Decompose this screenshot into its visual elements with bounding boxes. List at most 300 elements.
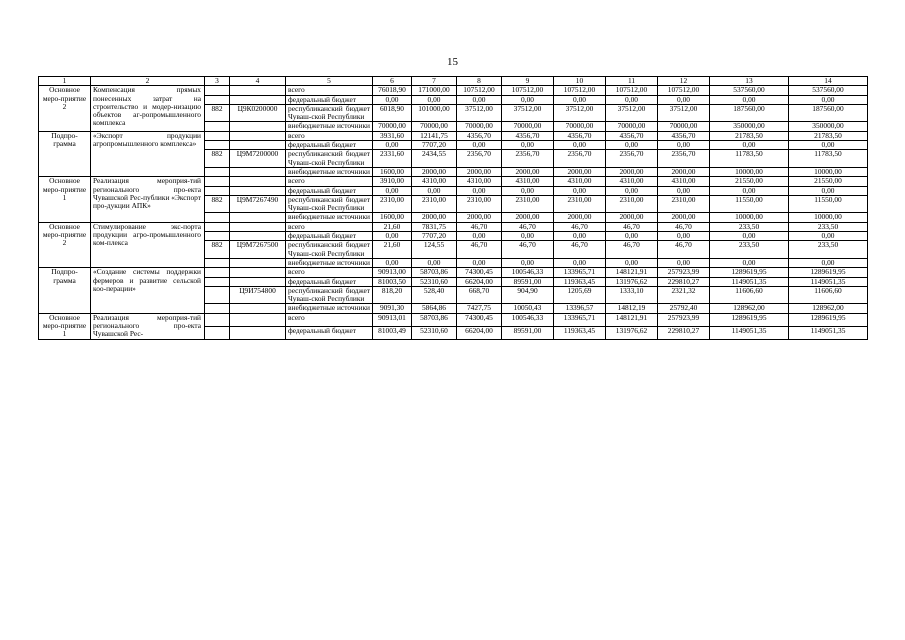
amount-cell: 37512,00: [658, 104, 710, 122]
amount-cell: 4356,70: [554, 131, 606, 140]
amount-cell: 5864,86: [412, 304, 457, 313]
amount-cell: 350000,00: [789, 122, 868, 131]
column-header: 5: [286, 77, 373, 86]
amount-cell: 46,70: [658, 241, 710, 259]
admin-code-cell: [205, 232, 230, 241]
amount-cell: 46,70: [457, 222, 502, 231]
amount-cell: 0,00: [606, 141, 658, 150]
column-header: 10: [554, 77, 606, 86]
amount-cell: 7427,75: [457, 304, 502, 313]
amount-cell: 0,00: [789, 95, 868, 104]
funding-source-cell: федеральный бюджет: [286, 95, 373, 104]
amount-cell: 13396,57: [554, 304, 606, 313]
amount-cell: 46,70: [606, 222, 658, 231]
amount-cell: 0,00: [710, 232, 789, 241]
amount-cell: 11783,50: [710, 150, 789, 168]
amount-cell: 66204,00: [457, 277, 502, 286]
amount-cell: 904,90: [502, 286, 554, 304]
amount-cell: 37512,00: [502, 104, 554, 122]
amount-cell: 2000,00: [606, 167, 658, 176]
amount-cell: 0,00: [502, 141, 554, 150]
admin-code-cell: [205, 277, 230, 286]
amount-cell: 58703,86: [412, 313, 457, 326]
amount-cell: 0,00: [658, 95, 710, 104]
program-name-cell: Реализация мероприя-тий регионального про-екта Чувашской Рес-публики «Экспорт про-дукции АПК»: [91, 177, 205, 222]
amount-cell: 21783,50: [710, 131, 789, 140]
amount-cell: 14812,19: [606, 304, 658, 313]
amount-cell: 37512,00: [457, 104, 502, 122]
column-header: 2: [91, 77, 205, 86]
amount-cell: 101000,00: [412, 104, 457, 122]
amount-cell: 119363,45: [554, 277, 606, 286]
amount-cell: 2000,00: [554, 167, 606, 176]
amount-cell: 537560,00: [710, 86, 789, 95]
admin-code-cell: [205, 131, 230, 140]
admin-code-cell: [205, 258, 230, 267]
amount-cell: 2310,00: [554, 195, 606, 213]
amount-cell: 46,70: [606, 241, 658, 259]
amount-cell: 12141,75: [412, 131, 457, 140]
table-row: [39, 177, 868, 186]
amount-cell: 4310,00: [412, 177, 457, 186]
amount-cell: 0,00: [554, 258, 606, 267]
budget-code-cell: [230, 258, 286, 267]
amount-cell: 10000,00: [710, 213, 789, 222]
amount-cell: 229810,27: [658, 326, 710, 339]
amount-cell: 0,00: [373, 95, 412, 104]
budget-code-cell: [230, 326, 286, 339]
amount-cell: 0,00: [457, 258, 502, 267]
funding-source-cell: всего: [286, 177, 373, 186]
funding-source-cell: республиканский бюджет Чуваш-ской Республики: [286, 241, 373, 259]
funding-source-cell: внебюджетные источники: [286, 213, 373, 222]
program-type-cell: Подпро-грамма: [39, 268, 91, 313]
amount-cell: 7707,20: [412, 232, 457, 241]
header-row: [39, 77, 868, 86]
amount-cell: 2000,00: [457, 213, 502, 222]
amount-cell: 46,70: [554, 222, 606, 231]
budget-code-cell: [230, 268, 286, 277]
column-header: 6: [373, 77, 412, 86]
amount-cell: 90913,00: [373, 268, 412, 277]
amount-cell: 37512,00: [606, 104, 658, 122]
budget-code-cell: [230, 304, 286, 313]
amount-cell: 171000,00: [412, 86, 457, 95]
amount-cell: 9091,30: [373, 304, 412, 313]
amount-cell: 0,00: [710, 258, 789, 267]
amount-cell: 124,55: [412, 241, 457, 259]
amount-cell: 10000,00: [789, 213, 868, 222]
amount-cell: 2000,00: [658, 167, 710, 176]
budget-code-cell: [230, 95, 286, 104]
amount-cell: 2310,00: [502, 195, 554, 213]
amount-cell: 70000,00: [658, 122, 710, 131]
amount-cell: 818,20: [373, 286, 412, 304]
amount-cell: 0,00: [554, 186, 606, 195]
column-header: 12: [658, 77, 710, 86]
page-number: 15: [447, 56, 458, 68]
column-header: 3: [205, 77, 230, 86]
amount-cell: 0,00: [412, 258, 457, 267]
amount-cell: 100546,33: [502, 313, 554, 326]
amount-cell: 131976,62: [606, 277, 658, 286]
amount-cell: 2000,00: [412, 167, 457, 176]
amount-cell: 107512,00: [502, 86, 554, 95]
amount-cell: 0,00: [457, 186, 502, 195]
amount-cell: 0,00: [457, 232, 502, 241]
amount-cell: 10000,00: [710, 167, 789, 176]
amount-cell: 70000,00: [502, 122, 554, 131]
admin-code-cell: 882: [205, 195, 230, 213]
amount-cell: 7707,20: [412, 141, 457, 150]
amount-cell: 0,00: [658, 258, 710, 267]
amount-cell: 1333,10: [606, 286, 658, 304]
table-row: [39, 268, 868, 277]
amount-cell: 0,00: [412, 95, 457, 104]
column-header: 11: [606, 77, 658, 86]
amount-cell: 229810,27: [658, 277, 710, 286]
table-row: [39, 313, 868, 326]
admin-code-cell: [205, 95, 230, 104]
amount-cell: 46,70: [658, 222, 710, 231]
amount-cell: 1289619,95: [710, 268, 789, 277]
funding-source-cell: республиканский бюджет Чуваш-ской Республики: [286, 286, 373, 304]
funding-source-cell: федеральный бюджет: [286, 326, 373, 339]
budget-code-cell: [230, 131, 286, 140]
column-header: 8: [457, 77, 502, 86]
amount-cell: 2356,70: [606, 150, 658, 168]
amount-cell: 21550,00: [710, 177, 789, 186]
amount-cell: 0,00: [606, 232, 658, 241]
amount-cell: 0,00: [789, 232, 868, 241]
column-header: 9: [502, 77, 554, 86]
amount-cell: 0,00: [554, 95, 606, 104]
amount-cell: 7831,75: [412, 222, 457, 231]
amount-cell: 0,00: [789, 258, 868, 267]
amount-cell: 70000,00: [412, 122, 457, 131]
amount-cell: 2310,00: [373, 195, 412, 213]
funding-source-cell: всего: [286, 222, 373, 231]
program-name-cell: «Создание системы поддержки фермеров и развитие сельской коо-перации»: [91, 268, 205, 313]
amount-cell: 0,00: [502, 95, 554, 104]
funding-source-cell: всего: [286, 131, 373, 140]
amount-cell: 70000,00: [606, 122, 658, 131]
amount-cell: 0,00: [502, 186, 554, 195]
amount-cell: 2000,00: [502, 167, 554, 176]
amount-cell: 4310,00: [554, 177, 606, 186]
budget-code-cell: Ц9К0200000: [230, 104, 286, 122]
amount-cell: 2356,70: [554, 150, 606, 168]
amount-cell: 233,50: [710, 222, 789, 231]
amount-cell: 2000,00: [658, 213, 710, 222]
admin-code-cell: [205, 286, 230, 304]
program-name-cell: Компенсация прямых понесенных затрат на строительство и модер-низацию объектов аг-ропромышленного комплекса: [91, 86, 205, 131]
funding-source-cell: внебюджетные источники: [286, 258, 373, 267]
amount-cell: 1149051,35: [789, 326, 868, 339]
amount-cell: 1149051,35: [710, 277, 789, 286]
admin-code-cell: [205, 304, 230, 313]
amount-cell: 4356,70: [457, 131, 502, 140]
amount-cell: 2356,70: [502, 150, 554, 168]
budget-code-cell: [230, 86, 286, 95]
amount-cell: 528,40: [412, 286, 457, 304]
amount-cell: 668,70: [457, 286, 502, 304]
budget-code-cell: Ц9И754800: [230, 286, 286, 304]
amount-cell: 0,00: [789, 186, 868, 195]
amount-cell: 257923,99: [658, 313, 710, 326]
amount-cell: 70000,00: [373, 122, 412, 131]
column-header: 4: [230, 77, 286, 86]
amount-cell: 233,50: [710, 241, 789, 259]
amount-cell: 74300,45: [457, 268, 502, 277]
amount-cell: 0,00: [373, 141, 412, 150]
amount-cell: 74300,45: [457, 313, 502, 326]
amount-cell: 0,00: [710, 95, 789, 104]
amount-cell: 2310,00: [457, 195, 502, 213]
budget-code-cell: [230, 122, 286, 131]
funding-source-cell: внебюджетные источники: [286, 122, 373, 131]
amount-cell: 10000,00: [789, 167, 868, 176]
admin-code-cell: [205, 167, 230, 176]
amount-cell: 148121,91: [606, 313, 658, 326]
amount-cell: 46,70: [502, 241, 554, 259]
amount-cell: 46,70: [457, 241, 502, 259]
admin-code-cell: [205, 213, 230, 222]
amount-cell: 107512,00: [606, 86, 658, 95]
amount-cell: 21,60: [373, 241, 412, 259]
funding-source-cell: федеральный бюджет: [286, 141, 373, 150]
column-header: 7: [412, 77, 457, 86]
admin-code-cell: 882: [205, 241, 230, 259]
funding-source-cell: внебюджетные источники: [286, 167, 373, 176]
amount-cell: 21,60: [373, 222, 412, 231]
amount-cell: 119363,45: [554, 326, 606, 339]
amount-cell: 107512,00: [554, 86, 606, 95]
amount-cell: 2356,70: [658, 150, 710, 168]
amount-cell: 37512,00: [554, 104, 606, 122]
program-type-cell: Основное меро-приятие 2: [39, 222, 91, 267]
program-name-cell: Реализация мероприя-тий регионального про-екта Чувашской Рес-: [91, 313, 205, 339]
amount-cell: 537560,00: [789, 86, 868, 95]
admin-code-cell: [205, 326, 230, 339]
amount-cell: 58703,86: [412, 268, 457, 277]
funding-source-cell: республиканский бюджет Чуваш-ской Республики: [286, 195, 373, 213]
admin-code-cell: [205, 268, 230, 277]
amount-cell: 4356,70: [606, 131, 658, 140]
amount-cell: 187560,00: [789, 104, 868, 122]
amount-cell: 2321,32: [658, 286, 710, 304]
column-header: 1: [39, 77, 91, 86]
budget-code-cell: [230, 177, 286, 186]
amount-cell: 0,00: [606, 186, 658, 195]
amount-cell: 2000,00: [606, 213, 658, 222]
program-type-cell: Основное меро-приятие 1: [39, 177, 91, 222]
amount-cell: 1289619,95: [789, 268, 868, 277]
amount-cell: 0,00: [710, 186, 789, 195]
budget-code-cell: [230, 313, 286, 326]
budget-code-cell: [230, 213, 286, 222]
amount-cell: 11606,60: [789, 286, 868, 304]
admin-code-cell: [205, 186, 230, 195]
amount-cell: 4356,70: [502, 131, 554, 140]
amount-cell: 0,00: [457, 141, 502, 150]
amount-cell: 1149051,35: [710, 326, 789, 339]
budget-code-cell: [230, 277, 286, 286]
budget-code-cell: Ц9М7200000: [230, 150, 286, 168]
amount-cell: 0,00: [373, 232, 412, 241]
amount-cell: 2310,00: [412, 195, 457, 213]
amount-cell: 2356,70: [457, 150, 502, 168]
amount-cell: 46,70: [502, 222, 554, 231]
amount-cell: 3931,60: [373, 131, 412, 140]
amount-cell: 21783,50: [789, 131, 868, 140]
amount-cell: 0,00: [554, 232, 606, 241]
amount-cell: 2000,00: [412, 213, 457, 222]
amount-cell: 4310,00: [606, 177, 658, 186]
amount-cell: 128962,00: [710, 304, 789, 313]
amount-cell: 0,00: [710, 141, 789, 150]
amount-cell: 81003,50: [373, 277, 412, 286]
amount-cell: 133965,71: [554, 313, 606, 326]
program-name-cell: «Экспорт продукции агропромышленного комплекса»: [91, 131, 205, 176]
amount-cell: 133965,71: [554, 268, 606, 277]
amount-cell: 4356,70: [658, 131, 710, 140]
admin-code-cell: 882: [205, 150, 230, 168]
table-row: [39, 222, 868, 231]
amount-cell: 0,00: [658, 186, 710, 195]
amount-cell: 11606,60: [710, 286, 789, 304]
admin-code-cell: [205, 313, 230, 326]
column-header: 14: [789, 77, 868, 86]
amount-cell: 66204,00: [457, 326, 502, 339]
amount-cell: 10050,43: [502, 304, 554, 313]
funding-source-cell: республиканский бюджет Чуваш-ской Республики: [286, 104, 373, 122]
amount-cell: 1289619,95: [789, 313, 868, 326]
amount-cell: 0,00: [554, 141, 606, 150]
admin-code-cell: [205, 222, 230, 231]
funding-source-cell: федеральный бюджет: [286, 186, 373, 195]
amount-cell: 187560,00: [710, 104, 789, 122]
amount-cell: 46,70: [554, 241, 606, 259]
table-body: [39, 77, 868, 340]
amount-cell: 2000,00: [554, 213, 606, 222]
amount-cell: 1289619,95: [710, 313, 789, 326]
amount-cell: 257923,99: [658, 268, 710, 277]
funding-source-cell: внебюджетные источники: [286, 304, 373, 313]
budget-code-cell: [230, 167, 286, 176]
table-row: [39, 131, 868, 140]
table-row: [39, 86, 868, 95]
amount-cell: 52310,60: [412, 277, 457, 286]
budget-code-cell: [230, 186, 286, 195]
admin-code-cell: 882: [205, 104, 230, 122]
amount-cell: 2331,60: [373, 150, 412, 168]
amount-cell: 0,00: [373, 186, 412, 195]
budget-code-cell: [230, 141, 286, 150]
program-type-cell: Основное меро-приятие 1: [39, 313, 91, 339]
amount-cell: 89591,00: [502, 277, 554, 286]
amount-cell: 11550,00: [789, 195, 868, 213]
budget-table: [38, 76, 868, 340]
amount-cell: 11550,00: [710, 195, 789, 213]
amount-cell: 2310,00: [658, 195, 710, 213]
amount-cell: 76018,90: [373, 86, 412, 95]
amount-cell: 131976,62: [606, 326, 658, 339]
column-header: 13: [710, 77, 789, 86]
amount-cell: 128962,00: [789, 304, 868, 313]
amount-cell: 148121,91: [606, 268, 658, 277]
amount-cell: 2310,00: [606, 195, 658, 213]
admin-code-cell: [205, 177, 230, 186]
admin-code-cell: [205, 86, 230, 95]
amount-cell: 89591,00: [502, 326, 554, 339]
amount-cell: 1205,69: [554, 286, 606, 304]
amount-cell: 0,00: [789, 141, 868, 150]
admin-code-cell: [205, 141, 230, 150]
amount-cell: 21550,00: [789, 177, 868, 186]
program-type-cell: Подпро-грамма: [39, 131, 91, 176]
amount-cell: 1149051,35: [789, 277, 868, 286]
amount-cell: 2000,00: [457, 167, 502, 176]
amount-cell: 0,00: [606, 258, 658, 267]
amount-cell: 233,50: [789, 241, 868, 259]
budget-code-cell: Ц9М7267500: [230, 241, 286, 259]
amount-cell: 0,00: [658, 232, 710, 241]
amount-cell: 0,00: [502, 258, 554, 267]
funding-source-cell: федеральный бюджет: [286, 277, 373, 286]
program-name-cell: Стимулирование экс-порта продукции агро-промышленного ком-плекса: [91, 222, 205, 267]
amount-cell: 0,00: [658, 141, 710, 150]
program-type-cell: Основное меро-приятие 2: [39, 86, 91, 131]
admin-code-cell: [205, 122, 230, 131]
amount-cell: 52310,60: [412, 326, 457, 339]
amount-cell: 81003,49: [373, 326, 412, 339]
funding-source-cell: федеральный бюджет: [286, 232, 373, 241]
amount-cell: 2434,55: [412, 150, 457, 168]
amount-cell: 70000,00: [554, 122, 606, 131]
amount-cell: 350000,00: [710, 122, 789, 131]
amount-cell: 0,00: [457, 95, 502, 104]
amount-cell: 0,00: [373, 258, 412, 267]
amount-cell: 90913,01: [373, 313, 412, 326]
amount-cell: 1600,00: [373, 167, 412, 176]
amount-cell: 0,00: [606, 95, 658, 104]
amount-cell: 4310,00: [502, 177, 554, 186]
budget-code-cell: [230, 222, 286, 231]
funding-source-cell: республиканский бюджет Чуваш-ской Республики: [286, 150, 373, 168]
amount-cell: 233,50: [789, 222, 868, 231]
amount-cell: 0,00: [502, 232, 554, 241]
amount-cell: 0,00: [412, 186, 457, 195]
funding-source-cell: всего: [286, 313, 373, 326]
amount-cell: 107512,00: [457, 86, 502, 95]
amount-cell: 4310,00: [457, 177, 502, 186]
amount-cell: 25792,40: [658, 304, 710, 313]
funding-source-cell: всего: [286, 86, 373, 95]
amount-cell: 70000,00: [457, 122, 502, 131]
budget-code-cell: [230, 232, 286, 241]
amount-cell: 100546,33: [502, 268, 554, 277]
amount-cell: 6018,90: [373, 104, 412, 122]
amount-cell: 2000,00: [502, 213, 554, 222]
funding-source-cell: всего: [286, 268, 373, 277]
amount-cell: 1600,00: [373, 213, 412, 222]
budget-code-cell: Ц9М7267490: [230, 195, 286, 213]
amount-cell: 107512,00: [658, 86, 710, 95]
amount-cell: 3910,00: [373, 177, 412, 186]
amount-cell: 4310,00: [658, 177, 710, 186]
amount-cell: 11783,50: [789, 150, 868, 168]
